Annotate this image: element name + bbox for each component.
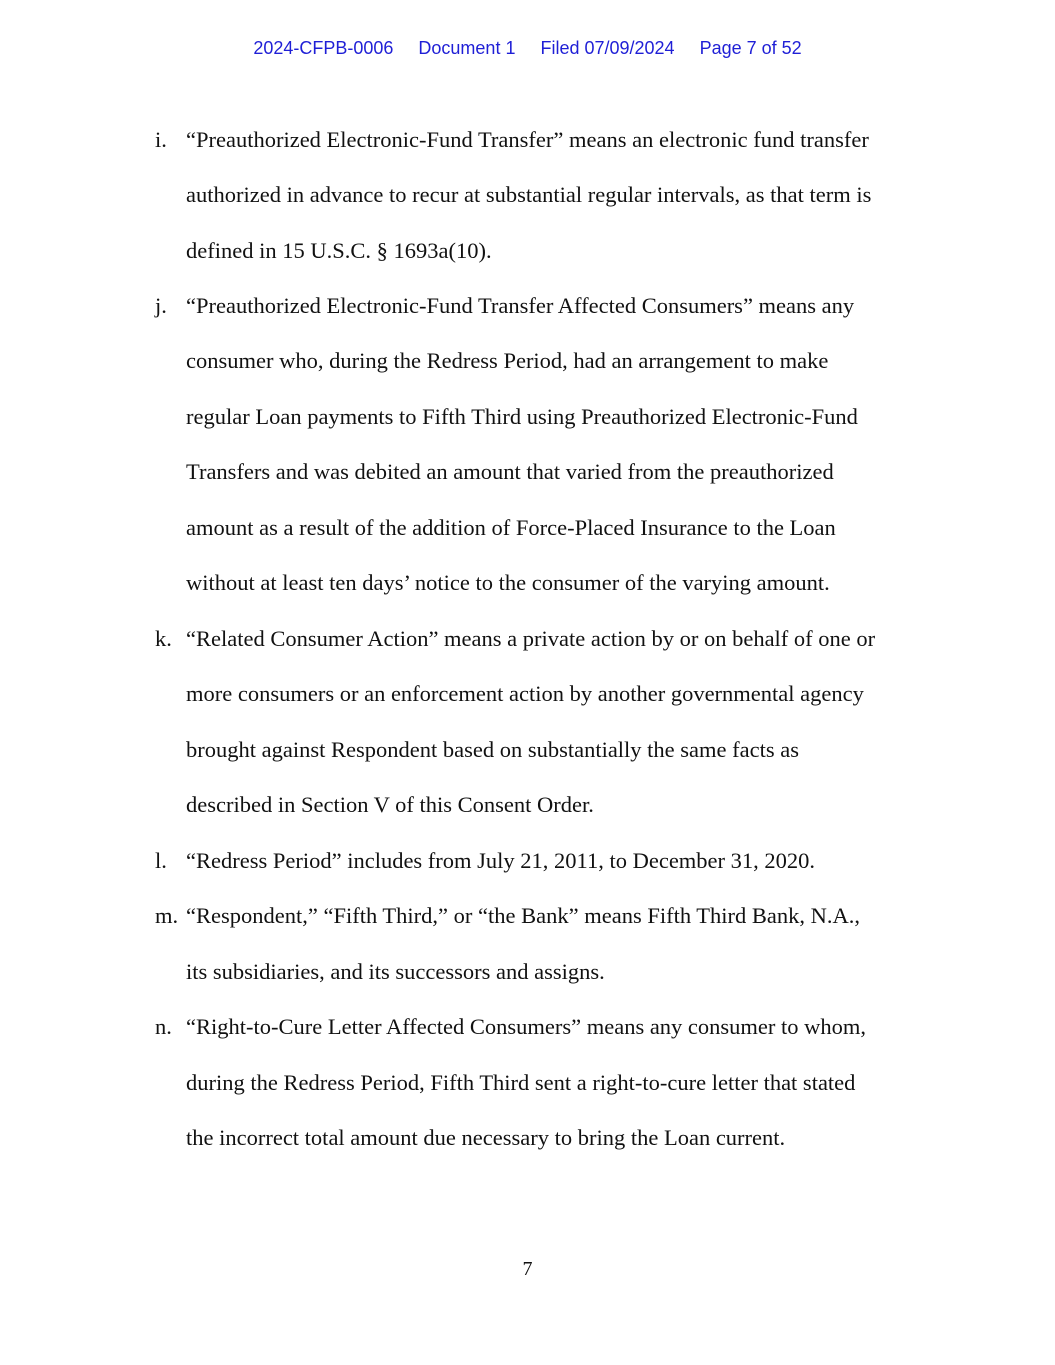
- list-marker: n.: [155, 1014, 172, 1039]
- list-item-line: Transfers and was debited an amount that varied from the preauthorized: [186, 459, 834, 484]
- list-item-line: brought against Respondent based on substantially the same facts as: [186, 737, 799, 762]
- list-marker: l.: [155, 848, 167, 873]
- list-marker: i.: [155, 127, 167, 152]
- list-item-line: “Preauthorized Electronic-Fund Transfer Affected Consumers” means any: [186, 293, 855, 318]
- list-marker: k.: [155, 626, 172, 651]
- list-item-line: “Right-to-Cure Letter Affected Consumers” means any consumer to whom,: [186, 1014, 867, 1039]
- list-item-line: without at least ten days’ notice to the consumer of the varying amount.: [186, 570, 830, 595]
- list-item-line: “Redress Period” includes from July 21, 2011, to December 31, 2020.: [186, 848, 816, 873]
- list-item-line: the incorrect total amount due necessary to bring the Loan current.: [186, 1125, 786, 1150]
- list-item-line: “Respondent,” “Fifth Third,” or “the Bank” means Fifth Third Bank, N.A.,: [186, 903, 861, 928]
- list-item-line: consumer who, during the Redress Period, had an arrangement to make: [186, 348, 829, 373]
- page-of-total: Page 7 of 52: [699, 38, 802, 58]
- list-item-line: amount as a result of the addition of Force-Placed Insurance to the Loan: [186, 515, 836, 540]
- document-label: Document 1: [418, 38, 516, 58]
- list-item-line: more consumers or an enforcement action by another governmental agency: [186, 681, 864, 706]
- list-marker: j.: [155, 293, 167, 318]
- page-number: 7: [522, 1258, 533, 1280]
- docket-number: 2024-CFPB-0006: [253, 38, 394, 58]
- list-item-line: during the Redress Period, Fifth Third sent a right-to-cure letter that stated: [186, 1070, 856, 1095]
- list-item-line: regular Loan payments to Fifth Third using Preauthorized Electronic-Fund: [186, 404, 858, 429]
- list-marker: m.: [155, 903, 179, 928]
- list-item-line: authorized in advance to recur at substantial regular intervals, as that term is: [186, 182, 872, 207]
- list-item-line: “Preauthorized Electronic-Fund Transfer” means an electronic fund transfer: [186, 127, 869, 152]
- list-item-line: its subsidiaries, and its successors and assigns.: [186, 959, 605, 984]
- filing-header: [0, 38, 1055, 59]
- list-item-line: “Related Consumer Action” means a private action by or on behalf of one or: [186, 626, 876, 651]
- filed-date: Filed 07/09/2024: [540, 38, 675, 58]
- list-item-line: defined in 15 U.S.C. § 1693a(10).: [186, 238, 492, 263]
- list-item-line: described in Section V of this Consent Order.: [186, 792, 594, 817]
